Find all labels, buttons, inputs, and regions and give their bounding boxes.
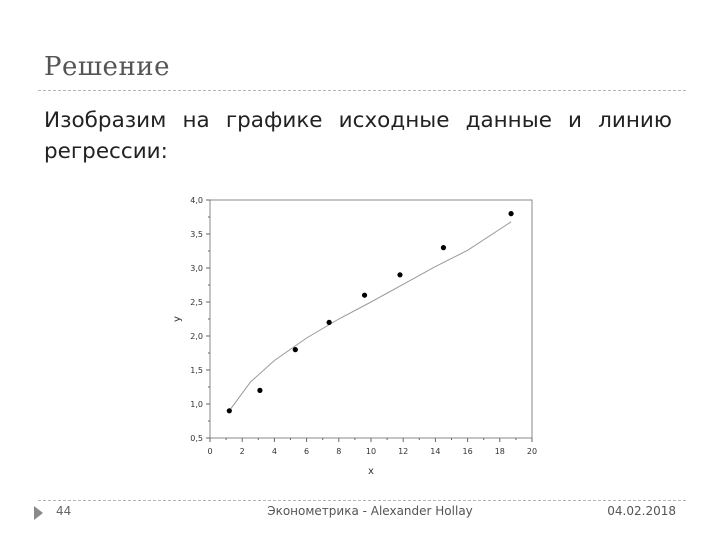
data-point (441, 245, 446, 250)
data-point (257, 388, 262, 393)
x-tick-label: 20 (526, 447, 538, 456)
y-tick-label: 1,5 (190, 366, 203, 375)
x-tick-label: 0 (207, 447, 213, 456)
title-divider (38, 90, 686, 91)
footer-divider (38, 500, 686, 501)
data-point (227, 408, 232, 413)
plot-frame (210, 200, 532, 438)
scatter-chart (160, 190, 540, 480)
y-tick-label: 0,5 (190, 434, 203, 443)
x-axis-label: x (368, 466, 374, 477)
x-tick-label: 18 (494, 447, 505, 456)
x-tick-label: 4 (271, 447, 277, 456)
slide-title: Решение (44, 52, 170, 82)
x-tick-label: 14 (430, 447, 441, 456)
y-tick-label: 1,0 (190, 400, 203, 409)
x-tick-label: 6 (304, 447, 310, 456)
y-tick-label: 3,5 (190, 230, 203, 239)
data-point (508, 211, 513, 216)
x-tick-label: 2 (239, 447, 245, 456)
x-tick-label: 10 (365, 447, 377, 456)
body-text: Изобразим на графике исходные данные и линию регрессии: (44, 108, 672, 164)
y-tick-label: 2,5 (190, 298, 203, 307)
y-tick-label: 2,0 (190, 332, 203, 341)
x-tick-label: 8 (336, 447, 342, 456)
regression-line (229, 222, 511, 411)
data-point (327, 320, 332, 325)
page-number: 44 (56, 504, 72, 518)
data-point (293, 347, 298, 352)
x-tick-label: 16 (462, 447, 473, 456)
x-tick-label: 12 (398, 447, 409, 456)
data-point (397, 272, 402, 277)
footer-date: 04.02.2018 (607, 504, 676, 518)
y-tick-label: 3,0 (190, 264, 203, 273)
bullet-arrow-icon (34, 506, 43, 520)
y-axis-label: y (172, 316, 183, 322)
y-tick-label: 4,0 (190, 196, 203, 205)
data-point (362, 293, 367, 298)
footer-text: Эконометрика - Alexander Hollay (267, 504, 473, 518)
